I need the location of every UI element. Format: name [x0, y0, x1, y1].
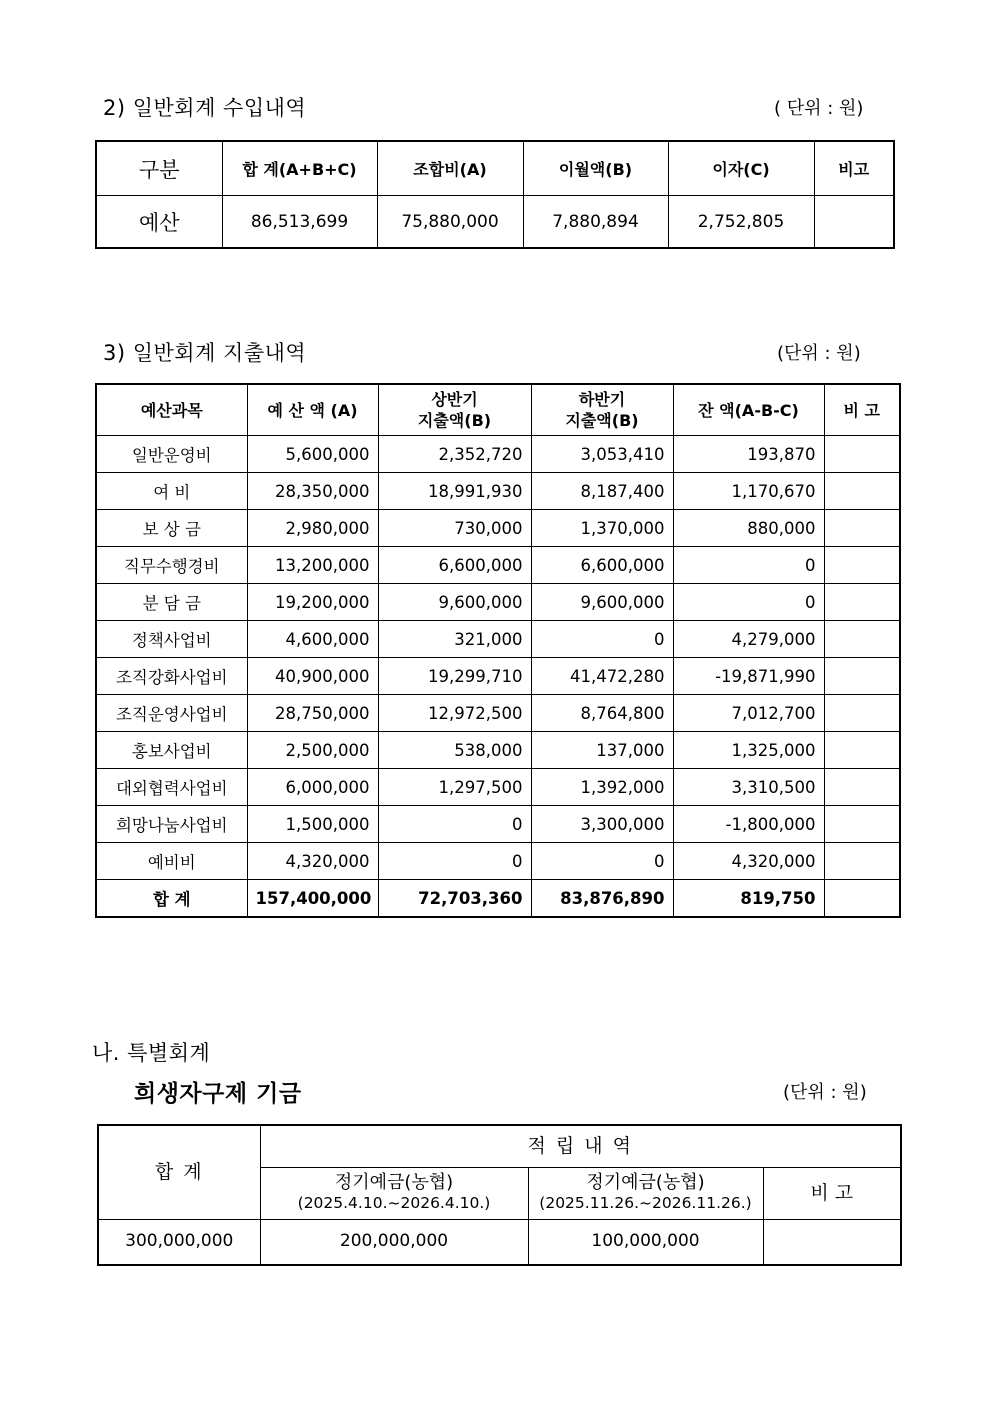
special-section-title: 나. 특별회계	[92, 1041, 211, 1065]
expense-cell-balance: 193,870	[673, 436, 824, 473]
expense-table	[95, 383, 901, 918]
expense-cell-budget: 19,200,000	[247, 584, 378, 621]
income-header-dues: 조합비(A)	[377, 141, 523, 196]
expense-cell-item: 예비비	[96, 843, 247, 880]
expense-total-label: 합 계	[96, 880, 247, 918]
expense-cell-balance: 880,000	[673, 510, 824, 547]
expense-cell-item: 조직강화사업비	[96, 658, 247, 695]
expense-header-second-half	[531, 384, 673, 436]
expense-cell-item: 홍보사업비	[96, 732, 247, 769]
expense-cell-first-half: 730,000	[378, 510, 531, 547]
expense-cell-first-half: 18,991,930	[378, 473, 531, 510]
special-cell-note	[763, 1219, 901, 1265]
special-cell-deposit-2: 100,000,000	[528, 1219, 763, 1265]
income-cell-interest: 2,752,805	[668, 196, 814, 249]
special-fund-table	[97, 1124, 902, 1266]
expense-cell-note	[824, 695, 900, 732]
table-row	[96, 436, 900, 473]
expense-cell-budget: 6,000,000	[247, 769, 378, 806]
expense-cell-budget: 40,900,000	[247, 658, 378, 695]
expense-cell-first-half: 1,297,500	[378, 769, 531, 806]
table-row	[96, 547, 900, 584]
expense-cell-first-half: 321,000	[378, 621, 531, 658]
table-row	[96, 621, 900, 658]
expense-header-budget: 예 산 액 (A)	[247, 384, 378, 436]
expense-cell-note	[824, 473, 900, 510]
expense-cell-balance: -1,800,000	[673, 806, 824, 843]
expense-cell-note	[824, 732, 900, 769]
special-cell-deposit-1: 200,000,000	[260, 1219, 528, 1265]
income-cell-note	[814, 196, 894, 249]
expense-unit-label: (단위 : 원)	[777, 343, 861, 364]
expense-cell-item: 정책사업비	[96, 621, 247, 658]
special-header-note: 비 고	[763, 1167, 901, 1219]
special-unit-label: (단위 : 원)	[783, 1082, 867, 1103]
expense-header-balance: 잔 액(A-B-C)	[673, 384, 824, 436]
expense-cell-item: 분 담 금	[96, 584, 247, 621]
expense-cell-balance: 1,170,670	[673, 473, 824, 510]
expense-cell-balance: 0	[673, 584, 824, 621]
expense-cell-balance: 0	[673, 547, 824, 584]
expense-cell-budget: 13,200,000	[247, 547, 378, 584]
expense-header-first-half-line2: 지출액(B)	[417, 411, 492, 430]
expense-cell-budget: 2,980,000	[247, 510, 378, 547]
expense-total-row	[96, 880, 900, 918]
special-data-row	[98, 1219, 901, 1265]
expense-cell-budget: 4,600,000	[247, 621, 378, 658]
expense-total-budget: 157,400,000	[247, 880, 378, 918]
expense-cell-note	[824, 436, 900, 473]
income-unit-label: ( 단위 : 원)	[774, 98, 864, 119]
expense-total-balance: 819,750	[673, 880, 824, 918]
table-row	[96, 769, 900, 806]
expense-header-first-half-line1: 상반기	[431, 390, 478, 409]
income-header-note: 비고	[814, 141, 894, 196]
expense-header-first-half	[378, 384, 531, 436]
expense-cell-budget: 2,500,000	[247, 732, 378, 769]
expense-cell-first-half: 6,600,000	[378, 547, 531, 584]
table-row	[96, 658, 900, 695]
special-deposit-1-name: 정기예금(농협)	[334, 1172, 454, 1193]
special-deposit-1-period: (2025.4.10.~2026.4.10.)	[297, 1194, 491, 1212]
expense-cell-second-half: 3,053,410	[531, 436, 673, 473]
expense-header-second-half-line2: 지출액(B)	[565, 411, 639, 430]
expense-cell-second-half: 0	[531, 621, 673, 658]
special-cell-total: 300,000,000	[98, 1219, 260, 1265]
expense-cell-item: 여 비	[96, 473, 247, 510]
expense-cell-second-half: 8,764,800	[531, 695, 673, 732]
expense-cell-first-half: 12,972,500	[378, 695, 531, 732]
expense-cell-first-half: 19,299,710	[378, 658, 531, 695]
table-row	[96, 584, 900, 621]
table-row	[96, 806, 900, 843]
special-header-deposit-2	[528, 1167, 763, 1219]
expense-cell-second-half: 3,300,000	[531, 806, 673, 843]
income-cell-category: 예산	[96, 196, 222, 249]
special-fund-title: 희생자구제 기금	[134, 1081, 302, 1107]
expense-cell-first-half: 2,352,720	[378, 436, 531, 473]
expense-cell-note	[824, 843, 900, 880]
expense-cell-balance: -19,871,990	[673, 658, 824, 695]
expense-cell-budget: 5,600,000	[247, 436, 378, 473]
expense-cell-second-half: 1,392,000	[531, 769, 673, 806]
expense-cell-second-half: 41,472,280	[531, 658, 673, 695]
table-row	[96, 843, 900, 880]
expense-cell-note	[824, 510, 900, 547]
income-cell-carryover: 7,880,894	[523, 196, 668, 249]
expense-cell-balance: 7,012,700	[673, 695, 824, 732]
expense-cell-note	[824, 547, 900, 584]
expense-cell-second-half: 137,000	[531, 732, 673, 769]
expense-cell-budget: 1,500,000	[247, 806, 378, 843]
income-header-interest: 이자(C)	[668, 141, 814, 196]
table-row	[96, 695, 900, 732]
expense-cell-second-half: 1,370,000	[531, 510, 673, 547]
expense-cell-note	[824, 769, 900, 806]
expense-total-first-half: 72,703,360	[378, 880, 531, 918]
special-header-group: 적 립 내 역	[260, 1125, 901, 1167]
expense-cell-second-half: 8,187,400	[531, 473, 673, 510]
table-row	[96, 732, 900, 769]
expense-cell-first-half: 0	[378, 843, 531, 880]
expense-cell-budget: 4,320,000	[247, 843, 378, 880]
expense-cell-budget: 28,750,000	[247, 695, 378, 732]
expense-header-note: 비 고	[824, 384, 900, 436]
expense-header-row	[96, 384, 900, 436]
expense-cell-balance: 4,320,000	[673, 843, 824, 880]
expense-header-second-half-line1: 하반기	[578, 390, 626, 409]
income-table	[95, 140, 895, 249]
expense-cell-note	[824, 806, 900, 843]
income-cell-dues: 75,880,000	[377, 196, 523, 249]
expense-rows	[96, 436, 900, 880]
special-deposit-2-name: 정기예금(농협)	[586, 1172, 705, 1193]
expense-cell-balance: 3,310,500	[673, 769, 824, 806]
expense-cell-second-half: 9,600,000	[531, 584, 673, 621]
expense-cell-second-half: 6,600,000	[531, 547, 673, 584]
expense-cell-budget: 28,350,000	[247, 473, 378, 510]
special-deposit-2-period: (2025.11.26.~2026.11.26.)	[539, 1194, 752, 1212]
income-header-category: 구분	[96, 141, 222, 196]
expense-cell-item: 일반운영비	[96, 436, 247, 473]
expense-cell-second-half: 0	[531, 843, 673, 880]
expense-cell-first-half: 538,000	[378, 732, 531, 769]
expense-cell-item: 보 상 금	[96, 510, 247, 547]
special-header-deposit-1	[260, 1167, 528, 1219]
expense-section-title: 3) 일반회계 지출내역	[103, 341, 307, 365]
expense-cell-note	[824, 621, 900, 658]
table-row	[96, 510, 900, 547]
income-cell-total: 86,513,699	[222, 196, 377, 249]
expense-cell-note	[824, 658, 900, 695]
expense-cell-item: 직무수행경비	[96, 547, 247, 584]
expense-cell-first-half: 9,600,000	[378, 584, 531, 621]
expense-cell-note	[824, 584, 900, 621]
expense-cell-item: 대외협력사업비	[96, 769, 247, 806]
expense-total-second-half: 83,876,890	[531, 880, 673, 918]
expense-header-item: 예산과목	[96, 384, 247, 436]
expense-cell-item: 희망나눔사업비	[96, 806, 247, 843]
expense-total-note	[824, 880, 900, 918]
income-header-total: 합 계(A+B+C)	[222, 141, 377, 196]
income-header-row	[96, 141, 894, 196]
expense-cell-balance: 4,279,000	[673, 621, 824, 658]
income-header-carryover: 이월액(B)	[523, 141, 668, 196]
income-budget-row	[96, 196, 894, 249]
special-header-row-1	[98, 1125, 901, 1167]
expense-cell-item: 조직운영사업비	[96, 695, 247, 732]
income-section-title: 2) 일반회계 수입내역	[103, 96, 307, 120]
table-row	[96, 473, 900, 510]
expense-cell-first-half: 0	[378, 806, 531, 843]
expense-cell-balance: 1,325,000	[673, 732, 824, 769]
special-header-total: 합 계	[98, 1125, 260, 1219]
